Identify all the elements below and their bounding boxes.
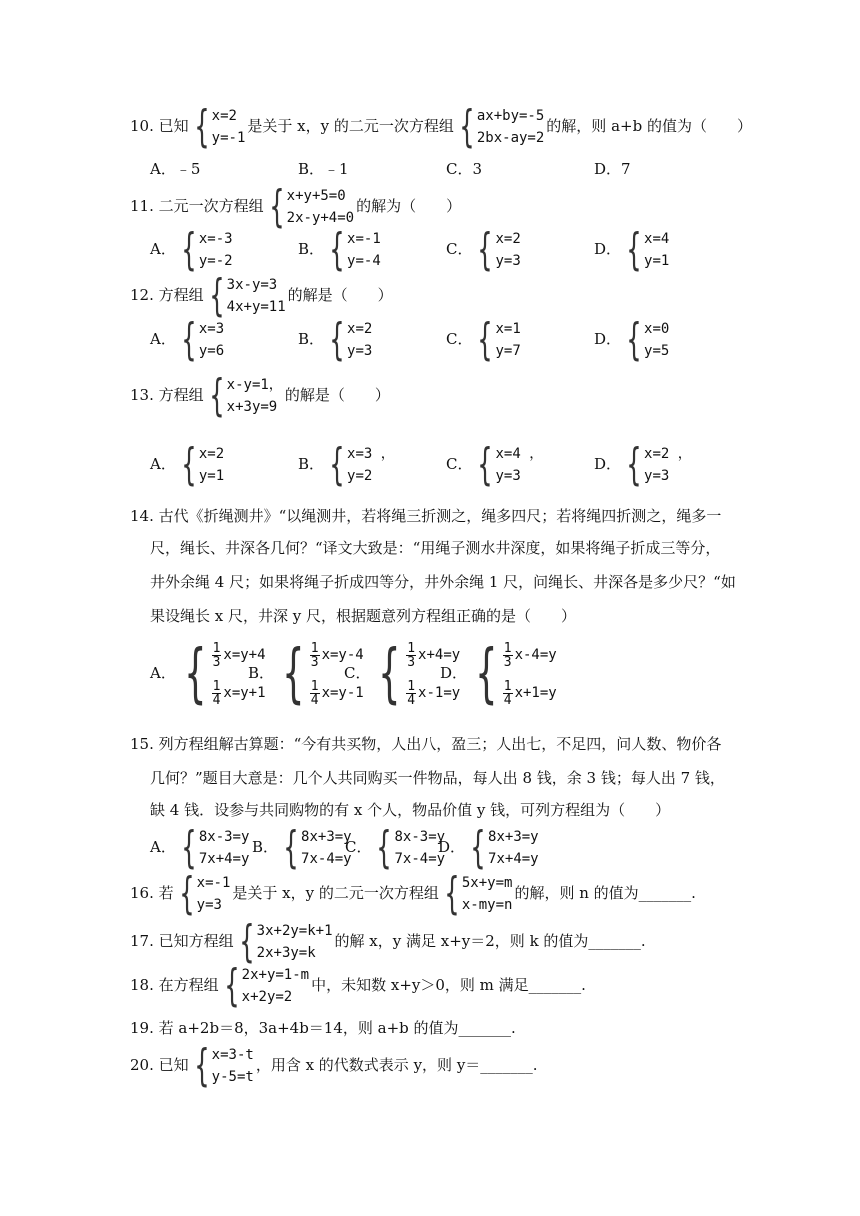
- option-a: A． { $\frac{1}{3}$ x=y+4 $\frac{1}{4}$ x=y+1: [150, 637, 266, 711]
- option-b: B． { x=3 ， y=2: [298, 439, 395, 490]
- option-d: D． { x=0 y=5: [594, 314, 670, 365]
- option-b: B． { x=-1 y=-4: [298, 224, 381, 275]
- question-19: 19. 若 a+2b＝8，3a+4b＝14，则 a+b 的值为_______.: [130, 1019, 516, 1037]
- option-b: B．﹣1: [298, 160, 349, 178]
- option-c: C． { 8x-3=y 7x-4=y: [345, 822, 446, 873]
- option-a: A．﹣5: [150, 160, 201, 178]
- equation-system: { ax+by=-5 2bx-ay=2: [459, 101, 545, 152]
- question-10: 10. 已知 { x=2 y=-1 是关于 x，y 的二元一次方程组 { ax+by=-5 2bx-ay=2 的解，则 a+b 的值为（ ）: [130, 101, 752, 152]
- question-number: 10.: [130, 117, 154, 135]
- option-c: C． { x=1 y=7: [446, 314, 521, 365]
- option-b: B． { $\frac{1}{3}$ x=y-4 $\frac{1}{4}$ x=y-1: [248, 637, 364, 711]
- question-11: 11. 二元一次方程组 { x+y+5=0 2x-y+4=0 的解为（ ）: [130, 181, 462, 232]
- question-20: 20. 已知 { x=3-t y-5=t ，用含 x 的代数式表示 y，则 y＝_______.: [130, 1040, 538, 1091]
- option-d: D． { 8x+3=y 7x+4=y: [438, 822, 539, 873]
- question-16: 16. 若 { x=-1 y=3 是关于 x，y 的二元一次方程组 { 5x+y=m x-my=n 的解，则 n 的值为_______.: [130, 868, 696, 919]
- option-c: C． { x=2 y=3: [446, 224, 521, 275]
- question-14: 14. 古代《折绳测井》“以绳测井，若将绳三折测之，绳多四尺；若将绳四折测之，绳多一: [130, 507, 722, 525]
- question-18: 18. 在方程组 { 2x+y=1-m x+2y=2 中，未知数 x+y＞0，则 m 满足_______.: [130, 960, 586, 1011]
- option-d: D． { $\frac{1}{3}$ x-4=y $\frac{1}{4}$ x+1=y: [440, 637, 557, 711]
- question-13: 13. 方程组 { x-y=1， x+3y=9 的解是（ ）: [130, 370, 390, 421]
- option-a: A． { x=-3 y=-2: [150, 224, 233, 275]
- option-a: A． { x=2 y=1: [150, 439, 225, 490]
- option-c: C．3: [446, 160, 483, 178]
- option-a: A． { 8x-3=y 7x+4=y: [150, 822, 250, 873]
- option-c: C． { $\frac{1}{3}$ x+4=y $\frac{1}{4}$ x-1=y: [344, 637, 461, 711]
- equation-system: { x=2 y=-1: [193, 101, 246, 152]
- option-a: A． { x=3 y=6: [150, 314, 225, 365]
- option-d: D． { x=2 ， y=3: [594, 439, 692, 490]
- option-b: B． { x=2 y=3: [298, 314, 373, 365]
- question-12: 12. 方程组 { 3x-y=3 4x+y=11 的解是（ ）: [130, 270, 393, 321]
- option-d: D．7: [594, 160, 631, 178]
- option-b: B． { 8x+3=y 7x-4=y: [252, 822, 352, 873]
- option-c: C． { x=4 ， y=3: [446, 439, 544, 490]
- question-15: 15. 列方程组解古算题：“今有共买物，人出八，盈三；人出七，不足四，问人数、物价各: [130, 735, 722, 753]
- question-17: 17. 已知方程组 { 3x+2y=k+1 2x+3y=k 的解 x，y 满足 x+y＝2，则 k 的值为_______.: [130, 916, 646, 967]
- option-d: D． { x=4 y=1: [594, 224, 670, 275]
